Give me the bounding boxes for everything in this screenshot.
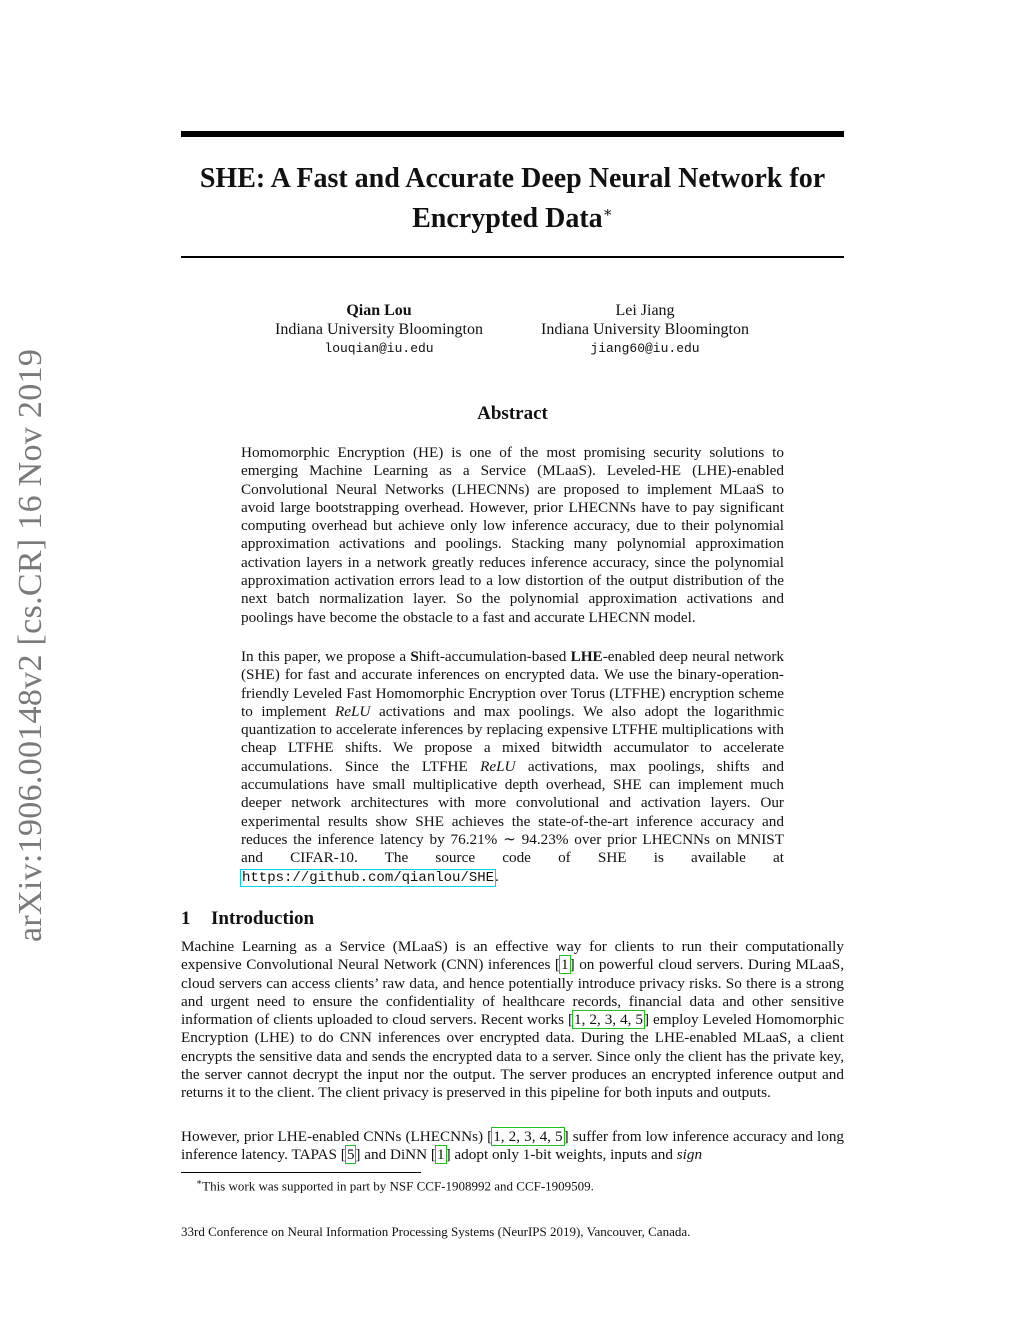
title-line-1: SHE: A Fast and Accurate Deep Neural Network for [199, 163, 826, 194]
abstract-paragraph-1: Homomorphic Encryption (HE) is one of the most promising security solutions to emerging Machine Learning as a Service (MLaaS). Leveled-HE (LHE)-enabled Convolutional Neural Networks (LHECNNs) are proposed to implement MLaaS to avoid large bootstrapping overhead. However, prior LHECNNs have to pay significant computing overhead but achieve only low inference accuracy, due to their polynomial approximation activations and poolings. Stacking many polynomial approximation activation layers in a network greatly reduces inference accuracy, since the polynomial approximation activation errors lead to a low distortion of the output distribution of the next batch normalization layer. So the polynomial approximation activations and poolings have become the obstacle to a fast and accurate LHECNN model. [241, 444, 784, 626]
citation-link[interactable]: 5 [346, 1146, 355, 1164]
citation-link[interactable]: 1, 2, 3, 4, 5 [493, 1128, 563, 1145]
citation-link[interactable]: 1, 2, 3, 4, 5 [574, 1011, 644, 1029]
intro-paragraph-1: Machine Learning as a Service (MLaaS) is an effective way for clients to run their computationally expensive Convolutional Neural Network (CNN) inferences [1] on powerful cloud servers. During MLaaS, cloud servers can access clients’ raw data, and hence potentially introduce privacy risks. So there is a strong and urgent need to ensure the confidentiality of healthcare records, financial data and other sensitive information of clients uploaded to cloud servers. Recent works [1, 2, 3, 4, 5] employ Leveled Homomorphic Encryption (LHE) to do CNN inferences over encrypted data. During the LHE-enabled MLaaS, a client encrypts the sensitive data and sends the encrypted data to a server. Since only the client has the private key, the server cannot decrypt the input nor the output. The server produces an encrypted inference output and returns it to the client. The client privacy is preserved in this pipeline for both inputs and outputs. [181, 938, 845, 1102]
abstract-heading: Abstract [477, 403, 548, 424]
section-number: 1 [181, 908, 191, 929]
math-relu: ReLU [480, 757, 516, 775]
section-heading-introduction [181, 908, 314, 930]
footnote-mark: ∗ [196, 1177, 203, 1187]
section-title: Introduction [211, 908, 315, 929]
author-email[interactable]: louqian@iu.edu [324, 341, 434, 356]
intro-paragraph-2: However, prior LHE-enabled CNNs (LHECNNs) [1, 2, 3, 4, 5] suffer from low inference accuracy and long inference latency. TAPAS [5] and DiNN [1] adopt only 1-bit weights, inputs and sign [181, 1128, 845, 1164]
venue-line: 33rd Conference on Neural Information Processing Systems (NeurIPS 2019), Vancouver, Canada. [181, 1224, 691, 1239]
author-affiliation: Indiana University Bloomington [275, 321, 483, 338]
citation-link[interactable]: 1 [436, 1146, 445, 1164]
math-relu: ReLU [334, 702, 371, 720]
author-name: Qian Lou [346, 302, 412, 319]
title-bottom-rule [181, 256, 844, 258]
footnote: ∗This work was supported in part by NSF CCF-1908992 and CCF-1909509. [196, 1177, 594, 1194]
citation-link[interactable]: 1 [561, 956, 569, 974]
author-affiliation: Indiana University Bloomington [541, 321, 749, 338]
title-footnote-mark: ∗ [602, 205, 613, 221]
source-code-link[interactable]: https://github.com/qianlou/SHE [242, 869, 495, 886]
title-top-rule [181, 131, 844, 137]
author-name: Lei Jiang [615, 302, 675, 319]
math-latency-range: 76.21% ∼ 94.23% [450, 830, 569, 848]
math-sign: sign [676, 1146, 703, 1164]
footnote-rule [181, 1172, 421, 1173]
arxiv-identifier: arXiv:1906.00148v2 [cs.CR] 16 Nov 2019 [12, 348, 49, 942]
author-email[interactable]: jiang60@iu.edu [590, 341, 700, 356]
paper-title [181, 162, 844, 236]
title-line-2: Encrypted Data [412, 203, 603, 234]
author-block-2 [495, 301, 795, 358]
abstract-paragraph-2: In this paper, we propose a Shift-accumulation-based LHE-enabled deep neural network (SHE) for fast and accurate inferences on encrypted data. We use the binary-operation-friendly Leveled Fast Homomorphic Encryption over Torus (LTFHE) encryption scheme to implement ReLU activations and max poolings. We also adopt the logarithmic quantization to accelerate inferences by replacing expensive LTFHE multiplications with cheap LTFHE shifts. We propose a mixed bitwidth accumulator to accelerate accumulations. Since the LTFHE ReLU activations, max poolings, shifts and accumulations have small multiplicative depth overhead, SHE can implement much deeper network architectures with more convolutional and activation layers. Our experimental results show SHE achieves the state-of-the-art inference accuracy and reduces the inference latency by 76.21% ∼ 94.23% over prior LHECNNs on MNIST and CIFAR-10. The source code of SHE is available at https://github.com/qianlou/SHE. [241, 648, 784, 886]
author-block-1 [229, 301, 529, 358]
